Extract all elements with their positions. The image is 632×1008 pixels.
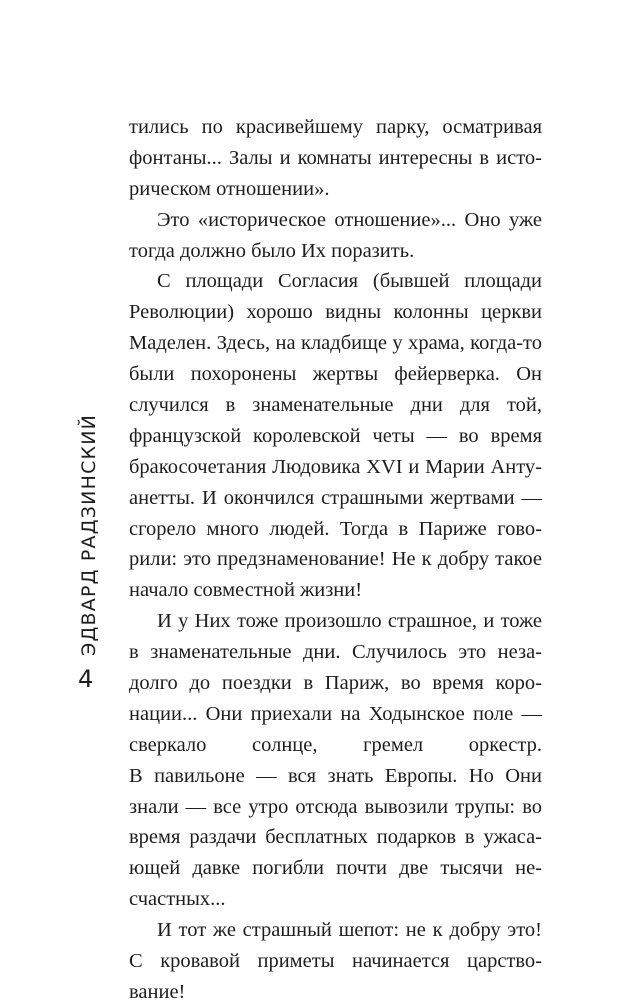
text-line: рическом отношении». [129,177,330,200]
text-line: в знаменательные дни. Случилось это неза- [129,641,542,664]
text-line: сгорело много людей. Тогда в Париже гово- [129,517,542,540]
text-line: рили: это предзнаменование! Не к добру такое [129,548,542,571]
text-line: И у Них тоже произошло страшное, и тоже [157,610,542,633]
text-line: случился в знаменательные дни для той, [129,394,542,417]
text-line: знали — все утро отсюда вывозили трупы: во [129,795,542,818]
text-line: В павильоне — вся знать Европы. Но Они [129,764,542,787]
text-line: сверкало солнце, гремел оркестр. [129,733,542,756]
text-line: Революции) хорошо видны колонны церкви [129,301,542,324]
text-line: Это «историческое отношение»... Оно уже [157,208,542,231]
text-line: счастных... [129,888,226,911]
text-line: С площади Согласия (бывшей площади [157,270,542,293]
text-line: И тот же страшный шепот: не к добру это! [157,919,542,942]
text-line: тогда должно было Их поразить. [129,239,415,262]
text-line: тились по красивейшему парку, осматривая [129,116,542,138]
text-line: фонтаны... Залы и комнаты интересны в исто- [129,146,542,169]
text-line: время раздачи бесплатных подарков в ужаса- [129,826,542,849]
text-line: долго до поездки в Париж, во время коро- [129,672,542,695]
body-text [129,112,542,1008]
text-line: французской королевской четы — во время [129,424,542,447]
text-line: нации... Они приехали на Ходынское поле — [129,702,542,725]
text-line: вание! [129,980,186,1003]
text-line: анетты. И окончился страшными жертвами — [129,486,542,509]
text-line: ющей давке погибли почти две тысячи не- [129,857,542,880]
page-number: 4 [78,665,94,693]
text-line: начало совместной жизни! [129,579,363,602]
text-line: С кровавой приметы начинается царство- [129,950,542,973]
text-line: были похоронены жертвы фейерверка. Он [129,363,542,386]
text-line: бракосочетания Людовика XVI и Марии Анту- [129,455,542,478]
text-line: Маделен. Здесь, на кладбище у храма, когда-то [129,332,542,355]
running-head-author: ЭДВАРД РАДЗИНСКИЙ [78,413,100,656]
